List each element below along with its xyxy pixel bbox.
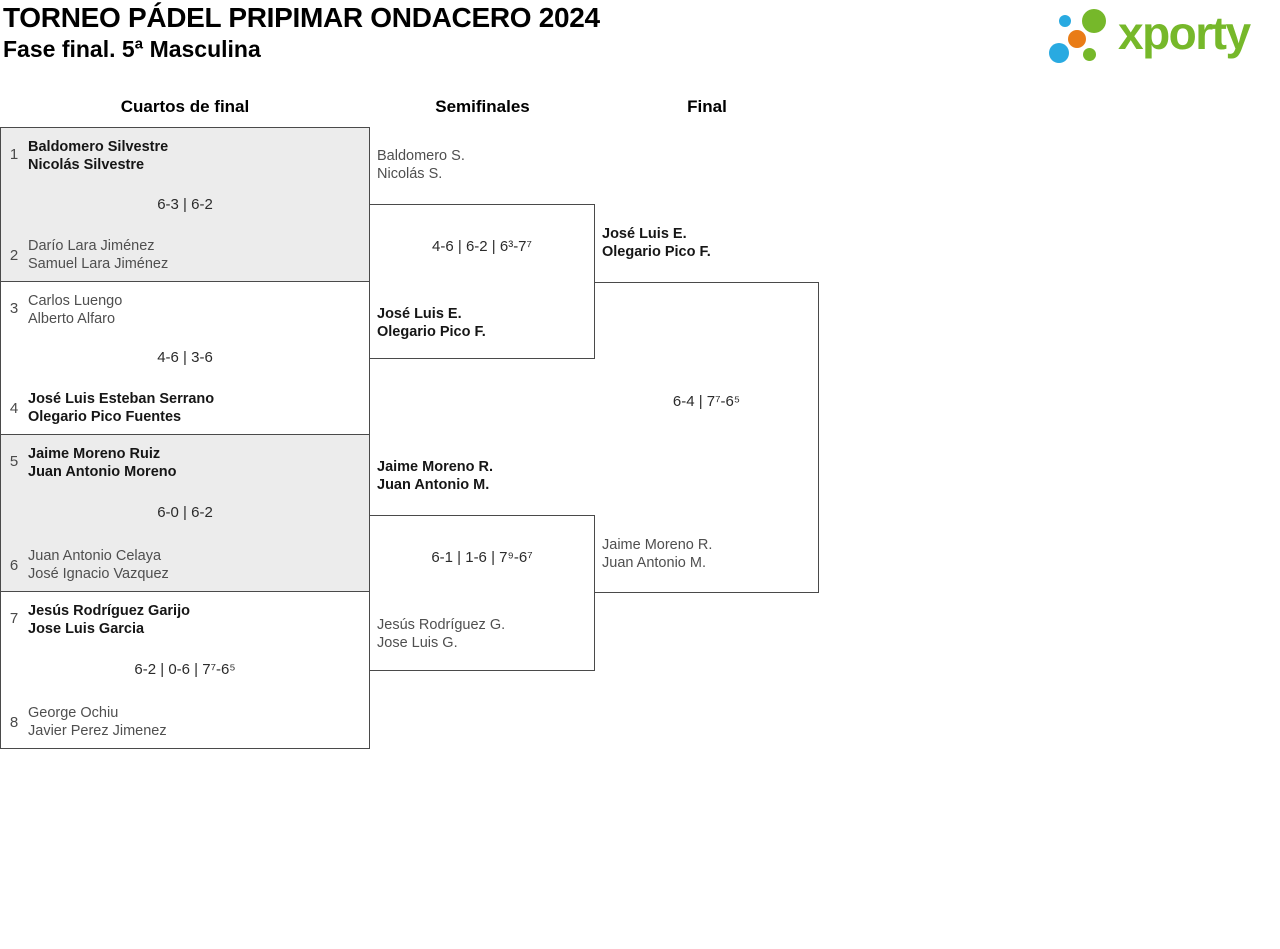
match-score: 6-4 | 7⁷-6⁵: [672, 393, 741, 410]
team-pair: [28, 390, 214, 426]
player-name: Alberto Alfaro: [28, 311, 116, 327]
player-name: Jose Luis Garcia: [28, 621, 145, 637]
match-sf1: [370, 204, 595, 359]
logo-wordmark: xporty: [1118, 7, 1250, 59]
player-name: José Luis E.: [377, 306, 462, 322]
player-name: Jesús Rodríguez Garijo: [28, 603, 190, 619]
player-name: Samuel Lara Jiménez: [28, 256, 169, 272]
match-score: 6-2 | 0-6 | 7⁷-6⁵: [134, 661, 236, 678]
player-name: George Ochiu: [28, 705, 119, 721]
seed-number: 3: [9, 300, 19, 317]
player-name: Juan Antonio Celaya: [28, 548, 162, 564]
player-name: Carlos Luengo: [28, 293, 123, 309]
logo-dot-green-big-icon: [1082, 9, 1106, 33]
team-pair: [28, 602, 190, 638]
player-name: José Luis Esteban Serrano: [28, 391, 215, 407]
final-team-top: [602, 225, 711, 261]
team-pair: [28, 292, 122, 328]
player-name: Nicolás S.: [377, 166, 443, 182]
logo-dot-blue-small-icon: [1059, 15, 1071, 27]
page-title: TORNEO PÁDEL PRIPIMAR ONDACERO 2024: [3, 2, 600, 33]
match-sf2: [370, 515, 595, 671]
team-pair: [28, 704, 167, 740]
player-name: Juan Antonio Moreno: [28, 464, 177, 480]
round-header-final: Final: [687, 97, 727, 116]
team-pair: [28, 445, 176, 481]
player-name: Olegario Pico F.: [602, 244, 711, 260]
xporty-dots-icon: [1046, 2, 1118, 68]
player-name: José Ignacio Vazquez: [28, 566, 169, 582]
round-header-semifinales: Semifinales: [435, 97, 530, 116]
player-name: Juan Antonio M.: [602, 555, 706, 571]
player-name: José Luis E.: [602, 226, 687, 242]
team-pair: [28, 547, 169, 583]
seed-number: 2: [9, 247, 19, 264]
match-score: 6-0 | 6-2: [157, 504, 213, 521]
seed-number: 4: [9, 400, 19, 417]
player-name: Jaime Moreno Ruiz: [28, 446, 161, 462]
player-name: Javier Perez Jimenez: [28, 723, 167, 739]
player-name: Jesús Rodríguez G.: [377, 617, 506, 633]
player-name: Jose Luis G.: [377, 635, 458, 651]
team-pair: [28, 237, 168, 273]
player-name: Olegario Pico F.: [377, 324, 486, 340]
player-name: Nicolás Silvestre: [28, 157, 145, 173]
round-header-cuartos-de-final: Cuartos de final: [120, 97, 250, 116]
match-score: 4-6 | 6-2 | 6³-7⁷: [432, 238, 532, 255]
team-pair: [377, 616, 505, 652]
player-name: Baldomero Silvestre: [28, 139, 169, 155]
seed-number: 7: [9, 610, 19, 627]
player-name: Jaime Moreno R.: [602, 537, 713, 553]
sf1-team-top: [377, 147, 465, 183]
seed-number: 8: [9, 714, 19, 731]
team-pair: [28, 138, 168, 174]
team-pair: [377, 305, 486, 341]
player-name: Olegario Pico Fuentes: [28, 409, 182, 425]
match-score: 6-1 | 1-6 | 7⁹-6⁷: [431, 549, 533, 566]
match-qf1: [0, 127, 370, 282]
player-name: Baldomero S.: [377, 148, 465, 164]
xporty-logo[interactable]: [1046, 2, 1250, 68]
seed-number: 1: [9, 146, 19, 163]
match-score: 4-6 | 3-6: [157, 349, 213, 366]
final-team-bottom: [602, 536, 712, 572]
player-name: Juan Antonio M.: [377, 477, 490, 493]
match-score: 6-3 | 6-2: [157, 195, 213, 213]
seed-number: 5: [9, 453, 19, 470]
match-qf2: [0, 281, 370, 435]
logo-dot-green-small-icon: [1083, 48, 1096, 61]
seed-number: 6: [9, 557, 19, 574]
sf2-team-top: [377, 458, 493, 494]
player-name: Darío Lara Jiménez: [28, 238, 155, 254]
page-subtitle: Fase final. 5ª Masculina: [3, 36, 261, 62]
player-name: Jaime Moreno R.: [377, 459, 494, 475]
match-qf3: [0, 434, 370, 592]
logo-dot-blue-big-icon: [1049, 43, 1069, 63]
match-qf4: [0, 591, 370, 749]
logo-dot-orange-icon: [1068, 30, 1086, 48]
